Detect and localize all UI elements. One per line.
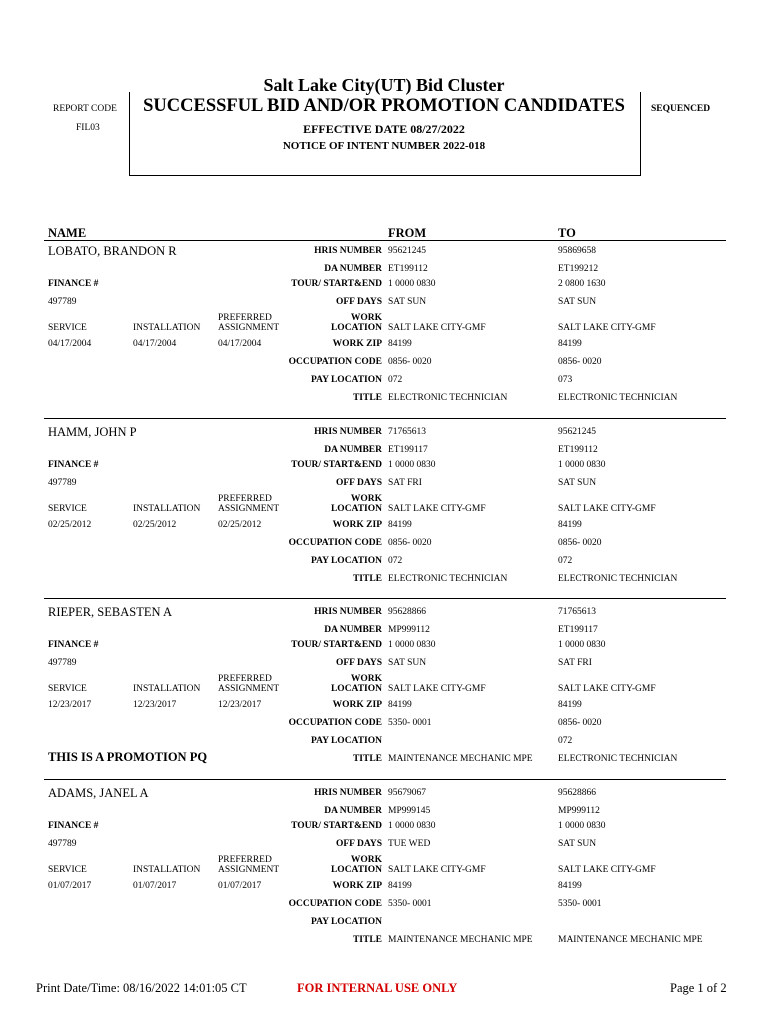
from-hris: 71765613	[388, 427, 426, 437]
da-label: DA NUMBER	[324, 625, 382, 635]
from-occupation: 0856- 0020	[388, 357, 432, 367]
from-occupation: 0856- 0020	[388, 538, 432, 548]
tour-label: TOUR/ START&END	[291, 279, 382, 289]
location-label: LOCATION	[330, 323, 382, 333]
assignment-label: ASSIGNMENT	[218, 865, 280, 875]
offdays-label: OFF DAYS	[335, 839, 382, 849]
to-payloc: 072	[558, 736, 573, 746]
to-zip: 84199	[558, 520, 582, 530]
payloc-label: PAY LOCATION	[311, 375, 382, 385]
title-label: TITLE	[352, 935, 382, 945]
workzip-label: WORK ZIP	[332, 520, 382, 530]
to-hris: 95621245	[558, 427, 596, 437]
from-title: ELECTRONIC TECHNICIAN	[388, 574, 508, 584]
from-zip: 84199	[388, 520, 412, 530]
installation-label: INSTALLATION	[133, 323, 201, 333]
from-hris: 95621245	[388, 246, 426, 256]
installation-label: INSTALLATION	[133, 684, 201, 694]
to-offdays: SAT SUN	[558, 297, 597, 307]
occupation-label: OCCUPATION CODE	[288, 899, 382, 909]
to-payloc: 073	[558, 375, 573, 385]
to-occupation: 0856- 0020	[558, 538, 602, 548]
installation-label: INSTALLATION	[133, 865, 201, 875]
da-label: DA NUMBER	[324, 264, 382, 274]
from-occupation: 5350- 0001	[388, 899, 432, 909]
finance-label: FINANCE #	[48, 279, 99, 289]
header-rule	[44, 240, 726, 241]
from-hris: 95679067	[388, 788, 426, 798]
to-location: SALT LAKE CITY-GMF	[558, 684, 656, 694]
to-offdays: SAT FRI	[558, 658, 592, 668]
to-hris: 95869658	[558, 246, 596, 256]
to-title: MAINTENANCE MECHANIC MPE	[558, 935, 703, 945]
occupation-label: OCCUPATION CODE	[288, 718, 382, 728]
from-zip: 84199	[388, 339, 412, 349]
payloc-label: PAY LOCATION	[311, 917, 382, 927]
to-title: ELECTRONIC TECHNICIAN	[558, 754, 678, 764]
from-title: MAINTENANCE MECHANIC MPE	[388, 935, 533, 945]
employee-name: LOBATO, BRANDON R	[48, 244, 177, 258]
to-da: ET199212	[558, 264, 599, 274]
preferred-date: 12/23/2017	[218, 700, 262, 710]
installation-date: 04/17/2004	[133, 339, 177, 349]
work-label: WORK	[350, 674, 382, 684]
to-title: ELECTRONIC TECHNICIAN	[558, 393, 678, 403]
work-label: WORK	[350, 313, 382, 323]
preferred-date: 01/07/2017	[218, 881, 262, 891]
da-label: DA NUMBER	[324, 445, 382, 455]
from-da: MP999112	[388, 625, 430, 635]
installation-date: 01/07/2017	[133, 881, 177, 891]
payloc-label: PAY LOCATION	[311, 736, 382, 746]
service-date: 04/17/2004	[48, 339, 92, 349]
column-name: NAME	[48, 226, 87, 240]
location-label: LOCATION	[330, 504, 382, 514]
from-offdays: SAT SUN	[388, 658, 427, 668]
from-offdays: TUE WED	[388, 839, 431, 849]
location-label: LOCATION	[330, 684, 382, 694]
from-tour: 1 0000 0830	[388, 460, 436, 470]
from-location: SALT LAKE CITY-GMF	[388, 323, 486, 333]
hris-label: HRIS NUMBER	[314, 607, 382, 617]
work-label: WORK	[350, 855, 382, 865]
to-occupation: 0856- 0020	[558, 357, 602, 367]
from-tour: 1 0000 0830	[388, 279, 436, 289]
preferred-label: PREFERRED	[218, 674, 272, 684]
tour-label: TOUR/ START&END	[291, 640, 382, 650]
occupation-label: OCCUPATION CODE	[288, 538, 382, 548]
to-location: SALT LAKE CITY-GMF	[558, 504, 656, 514]
assignment-label: ASSIGNMENT	[218, 323, 280, 333]
offdays-label: OFF DAYS	[335, 478, 382, 488]
finance-label: FINANCE #	[48, 821, 99, 831]
hris-label: HRIS NUMBER	[314, 246, 382, 256]
installation-date: 02/25/2012	[133, 520, 177, 530]
service-date: 12/23/2017	[48, 700, 92, 710]
preferred-label: PREFERRED	[218, 494, 272, 504]
notice-number: NOTICE OF INTENT NUMBER 2022-018	[282, 140, 486, 152]
to-offdays: SAT SUN	[558, 839, 597, 849]
promotion-note: THIS IS A PROMOTION PQ	[48, 750, 208, 764]
finance-number: 497789	[48, 297, 77, 307]
finance-label: FINANCE #	[48, 640, 99, 650]
tour-label: TOUR/ START&END	[291, 821, 382, 831]
to-zip: 84199	[558, 700, 582, 710]
report-subtitle: SUCCESSFUL BID AND/OR PROMOTION CANDIDATES	[143, 96, 625, 116]
finance-label: FINANCE #	[48, 460, 99, 470]
from-zip: 84199	[388, 700, 412, 710]
offdays-label: OFF DAYS	[335, 297, 382, 307]
occupation-label: OCCUPATION CODE	[288, 357, 382, 367]
from-hris: 95628866	[388, 607, 426, 617]
tour-label: TOUR/ START&END	[291, 460, 382, 470]
employee-name: RIEPER, SEBASTEN A	[48, 605, 172, 619]
column-to: TO	[558, 226, 576, 240]
da-label: DA NUMBER	[324, 806, 382, 816]
to-tour: 2 0800 1630	[558, 279, 606, 289]
workzip-label: WORK ZIP	[332, 881, 382, 891]
preferred-label: PREFERRED	[218, 313, 272, 323]
report-code-value: FIL03	[76, 123, 100, 133]
hris-label: HRIS NUMBER	[314, 427, 382, 437]
to-payloc: 072	[558, 556, 573, 566]
from-location: SALT LAKE CITY-GMF	[388, 684, 486, 694]
title-label: TITLE	[352, 754, 382, 764]
service-label: SERVICE	[48, 323, 87, 333]
service-date: 02/25/2012	[48, 520, 92, 530]
finance-number: 497789	[48, 478, 77, 488]
assignment-label: ASSIGNMENT	[218, 684, 280, 694]
offdays-label: OFF DAYS	[335, 658, 382, 668]
employee-name: HAMM, JOHN P	[48, 425, 137, 439]
report-code-label: REPORT CODE	[53, 104, 117, 114]
title-label: TITLE	[352, 574, 382, 584]
from-zip: 84199	[388, 881, 412, 891]
workzip-label: WORK ZIP	[332, 700, 382, 710]
preferred-date: 04/17/2004	[218, 339, 262, 349]
hris-label: HRIS NUMBER	[314, 788, 382, 798]
from-offdays: SAT SUN	[388, 297, 427, 307]
from-da: ET199117	[388, 445, 428, 455]
record-divider	[44, 779, 726, 780]
service-label: SERVICE	[48, 865, 87, 875]
internal-use-notice: FOR INTERNAL USE ONLY	[297, 981, 458, 995]
to-zip: 84199	[558, 339, 582, 349]
to-location: SALT LAKE CITY-GMF	[558, 323, 656, 333]
from-tour: 1 0000 0830	[388, 640, 436, 650]
service-date: 01/07/2017	[48, 881, 92, 891]
from-title: MAINTENANCE MECHANIC MPE	[388, 754, 533, 764]
finance-number: 497789	[48, 839, 77, 849]
installation-date: 12/23/2017	[133, 700, 177, 710]
print-datetime: Print Date/Time: 08/16/2022 14:01:05 CT	[36, 981, 247, 995]
payloc-label: PAY LOCATION	[311, 556, 382, 566]
to-tour: 1 0000 0830	[558, 821, 606, 831]
title-label: TITLE	[352, 393, 382, 403]
to-title: ELECTRONIC TECHNICIAN	[558, 574, 678, 584]
sequenced-label: SEQUENCED	[651, 104, 711, 114]
preferred-date: 02/25/2012	[218, 520, 262, 530]
from-tour: 1 0000 0830	[388, 821, 436, 831]
to-occupation: 0856- 0020	[558, 718, 602, 728]
to-hris: 71765613	[558, 607, 596, 617]
to-zip: 84199	[558, 881, 582, 891]
to-da: MP999112	[558, 806, 600, 816]
from-da: MP999145	[388, 806, 431, 816]
to-offdays: SAT SUN	[558, 478, 597, 488]
to-location: SALT LAKE CITY-GMF	[558, 865, 656, 875]
work-label: WORK	[350, 494, 382, 504]
finance-number: 497789	[48, 658, 77, 668]
to-tour: 1 0000 0830	[558, 460, 606, 470]
workzip-label: WORK ZIP	[332, 339, 382, 349]
to-occupation: 5350- 0001	[558, 899, 602, 909]
from-location: SALT LAKE CITY-GMF	[388, 865, 486, 875]
from-offdays: SAT FRI	[388, 478, 422, 488]
record-divider	[44, 598, 726, 599]
assignment-label: ASSIGNMENT	[218, 504, 280, 514]
location-label: LOCATION	[330, 865, 382, 875]
service-label: SERVICE	[48, 504, 87, 514]
column-from: FROM	[388, 226, 427, 240]
page-number: Page 1 of 2	[670, 981, 727, 995]
from-da: ET199112	[388, 264, 428, 274]
employee-name: ADAMS, JANEL A	[48, 786, 149, 800]
to-hris: 95628866	[558, 788, 596, 798]
from-payloc: 072	[388, 375, 403, 385]
effective-date: EFFECTIVE DATE 08/27/2022	[303, 122, 465, 136]
from-payloc: 072	[388, 556, 403, 566]
to-da: ET199112	[558, 445, 598, 455]
to-tour: 1 0000 0830	[558, 640, 606, 650]
installation-label: INSTALLATION	[133, 504, 201, 514]
to-da: ET199117	[558, 625, 598, 635]
from-title: ELECTRONIC TECHNICIAN	[388, 393, 508, 403]
report-title: Salt Lake City(UT) Bid Cluster	[263, 75, 505, 95]
record-divider	[44, 418, 726, 419]
from-location: SALT LAKE CITY-GMF	[388, 504, 486, 514]
service-label: SERVICE	[48, 684, 87, 694]
from-occupation: 5350- 0001	[388, 718, 432, 728]
preferred-label: PREFERRED	[218, 855, 272, 865]
